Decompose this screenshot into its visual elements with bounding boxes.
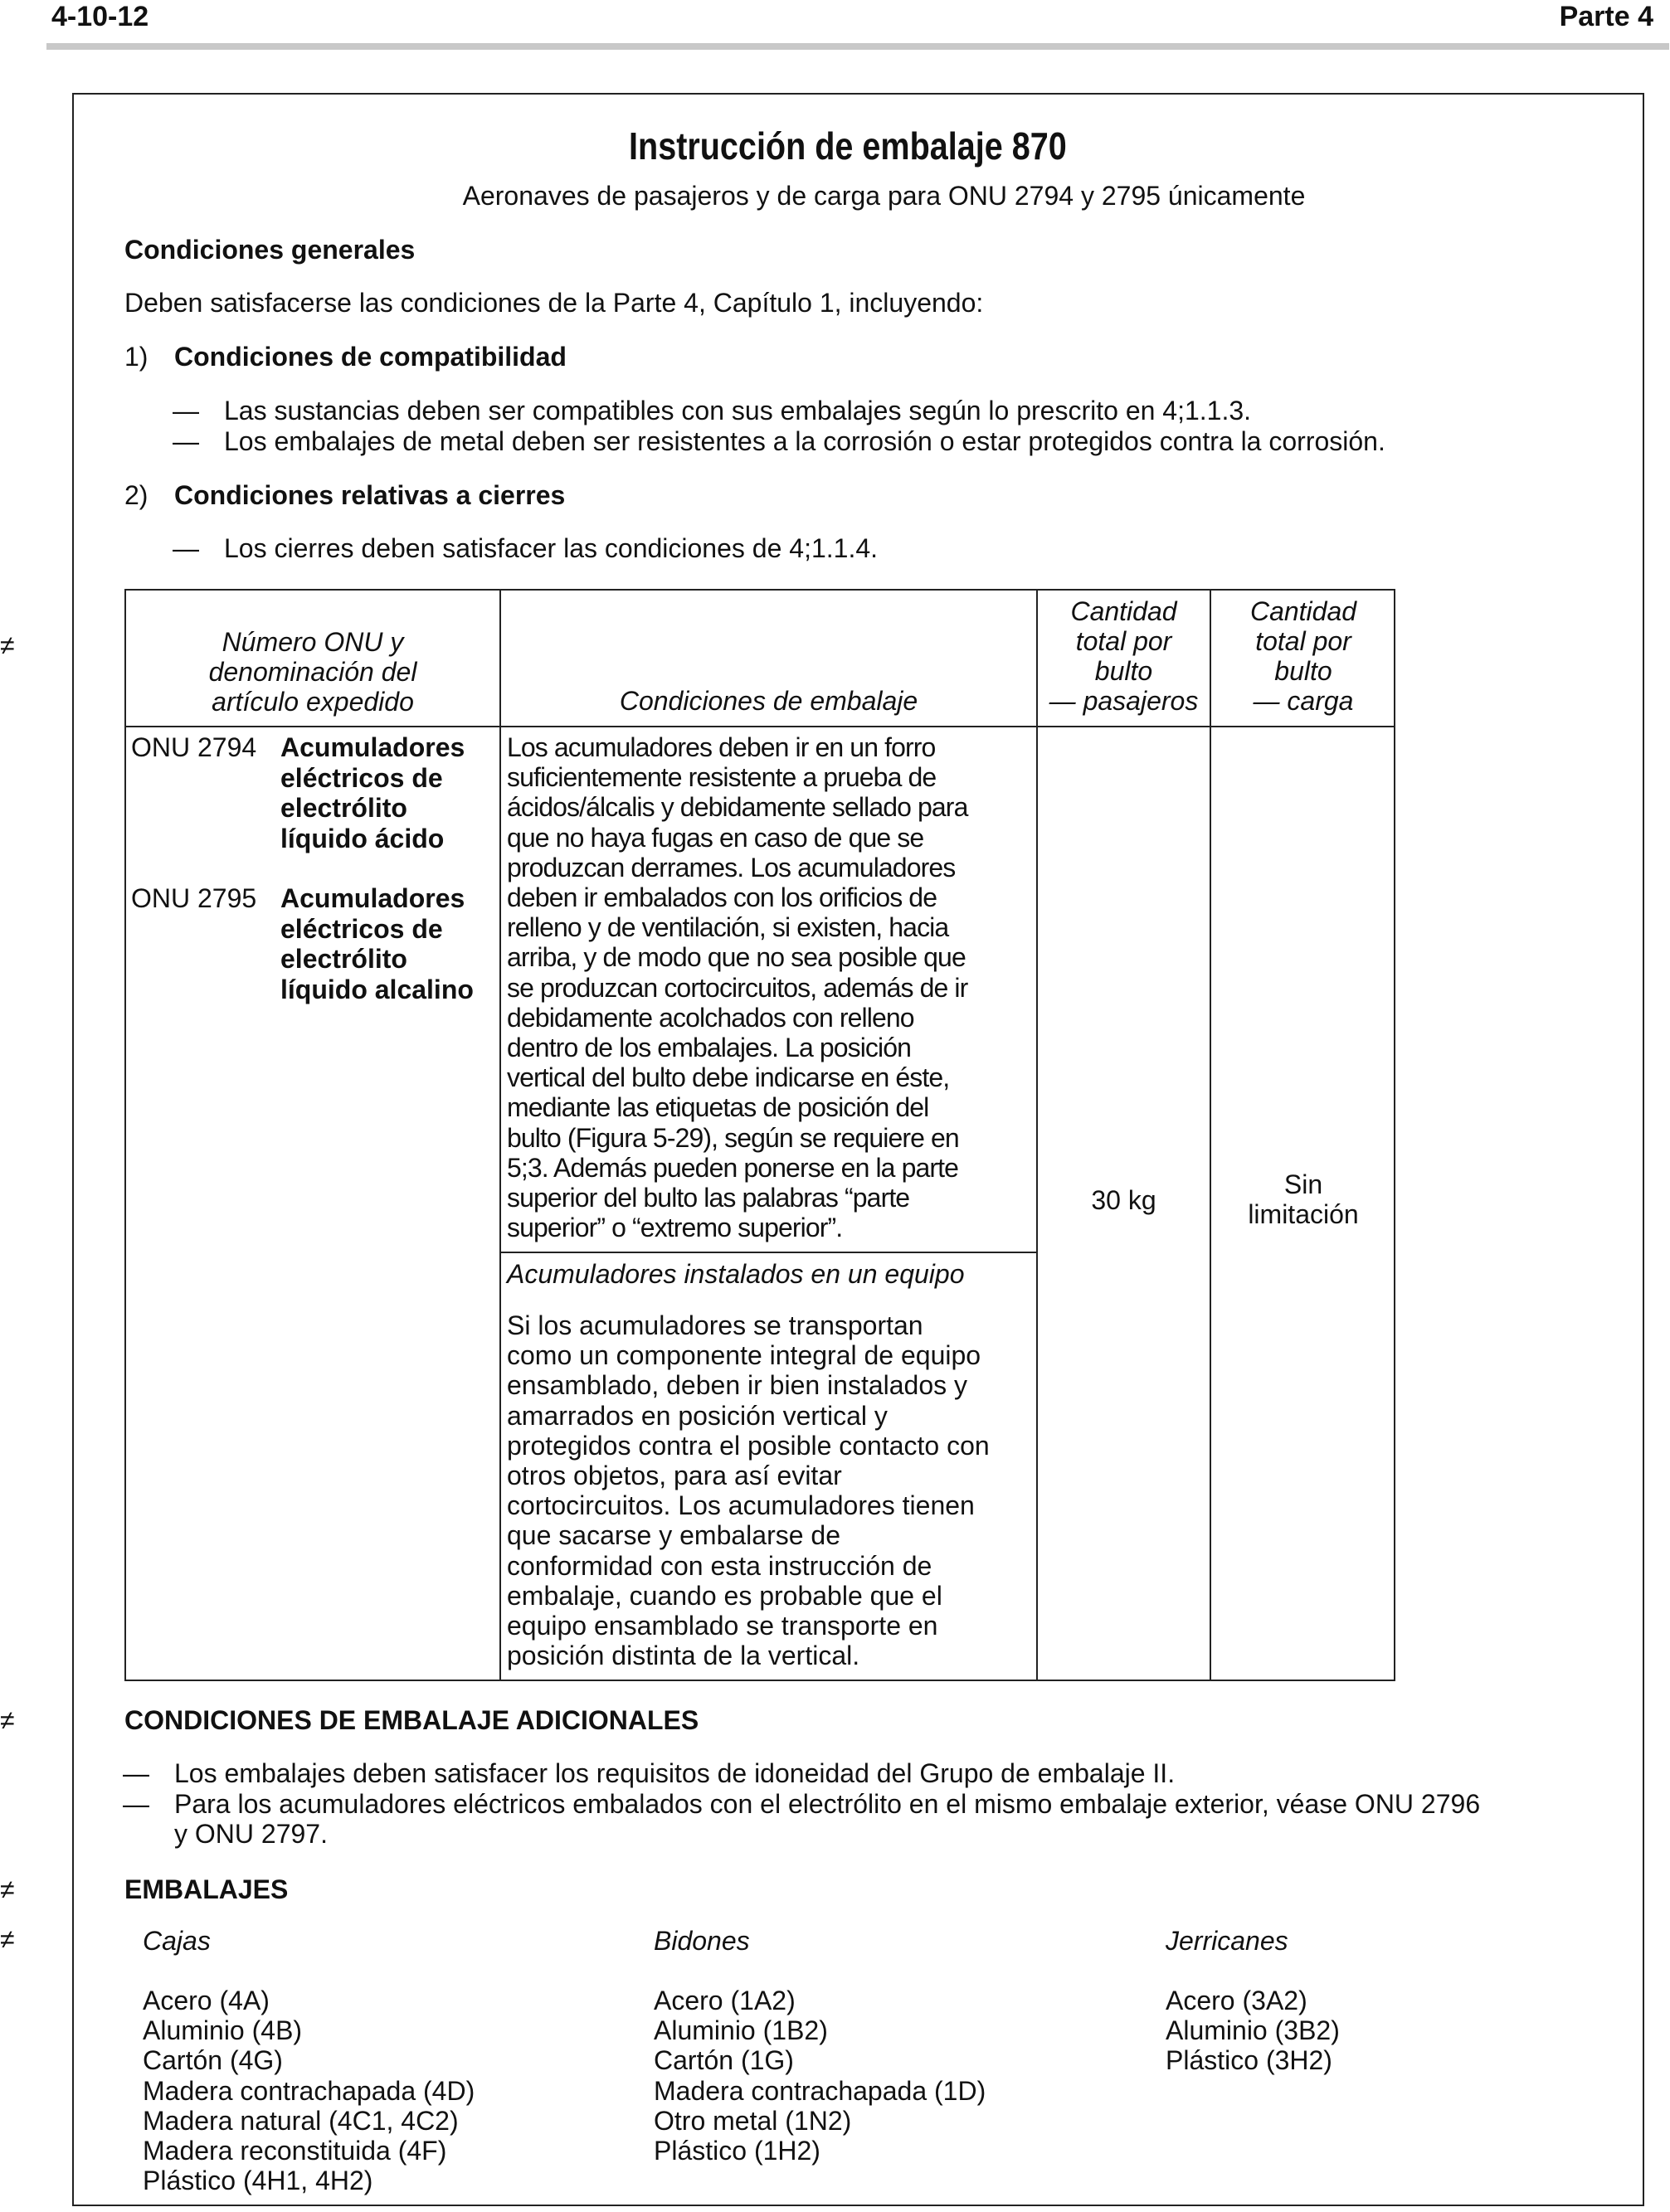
additional-bullet-2: Para los acumuladores eléctricos embalados con el electrólito en el mismo embalaje exterior, véase ONU 2796 y ONU 2797. — [174, 1789, 1481, 1849]
un-number: ONU 2795 — [131, 883, 257, 913]
part-label: Parte 4 — [1559, 1, 1653, 32]
drums-title: Bidones — [654, 1926, 750, 1956]
column-divider — [1036, 591, 1038, 1680]
boxes-title: Cajas — [143, 1926, 211, 1956]
page-subtitle: Aeronaves de pasajeros y de carga para ONU 2794 y 2795 únicamente — [462, 181, 1306, 211]
item-2-label: Condiciones relativas a cierres — [174, 480, 566, 510]
list-item: Aluminio (4B) — [143, 2015, 303, 2046]
column-divider — [499, 591, 501, 1680]
list-item: Madera natural (4C1, 4C2) — [143, 2105, 459, 2136]
change-marker: ≠ — [0, 1924, 15, 1954]
drums-list — [654, 1986, 986, 2166]
additional-heading: CONDICIONES DE EMBALAJE ADICIONALES — [124, 1705, 699, 1735]
packagings-heading: EMBALAJES — [124, 1874, 289, 1904]
bullet-dash: — — [173, 533, 199, 563]
header-cargo-quantity: Cantidad total por bulto — carga — [1249, 596, 1357, 716]
change-marker: ≠ — [0, 630, 15, 660]
packing-table — [124, 589, 1395, 1681]
bullet-dash: — — [123, 1789, 149, 1819]
list-item: Plástico (3H2) — [1166, 2045, 1332, 2076]
header-pax-quantity: Cantidad total por bulto — pasajeros — [1049, 596, 1199, 716]
header-rule — [46, 43, 1669, 50]
installed-text: Si los acumuladores se transportan como un componente integral de equipo ensamblado, deben ir bien instalados y amarrados en posición vertical y protegidos contra el posible contacto con otros objetos, para así evitar cortocircuitos. Los acumuladores tienen que sacarse y embalarse de conformidad con esta instrucción de embalaje, cuando es probable que el equipo ensamblado se transporte en posición distinta de la vertical. — [507, 1310, 990, 1671]
list-item: Acero (3A2) — [1166, 1986, 1307, 2015]
un-name: Acumuladores eléctricos de electrólito líquido alcalino — [280, 883, 474, 1004]
bullet-dash: — — [173, 396, 199, 425]
list-item: Acero (4A) — [143, 1986, 270, 2015]
jerricans-list — [1166, 1986, 1340, 2076]
additional-bullet-1: Los embalajes deben satisfacer los requisitos de idoneidad del Grupo de embalaje II. — [174, 1758, 1176, 1788]
header-divider — [126, 726, 1394, 727]
compat-bullet-1: Las sustancias deben ser compatibles con sus embalajes según lo prescrito en 4;1.1.3. — [224, 396, 1252, 425]
list-item: Madera reconstituida (4F) — [143, 2136, 447, 2166]
closure-bullet-1: Los cierres deben satisfacer las condiciones de 4;1.1.4. — [224, 533, 879, 563]
general-heading: Condiciones generales — [124, 235, 416, 265]
bullet-dash: — — [173, 426, 199, 456]
bullet-dash: — — [123, 1758, 149, 1788]
condition-divider — [499, 1252, 1036, 1253]
list-item: Aluminio (1B2) — [654, 2015, 828, 2046]
page-number: 4-10-12 — [51, 1, 149, 32]
page-title: Instrucción de embalaje 870 — [629, 124, 1067, 168]
list-item: Cartón (1G) — [654, 2045, 794, 2076]
list-item: Cartón (4G) — [143, 2045, 283, 2076]
header-un-number: Número ONU y denominación del artículo expedido — [208, 627, 417, 717]
list-item: Madera contrachapada (1D) — [654, 2075, 986, 2106]
installed-heading: Acumuladores instalados en un equipo — [507, 1259, 965, 1289]
cargo-quantity-value: Sin limitación — [1248, 1169, 1359, 1230]
list-item: Aluminio (3B2) — [1166, 2015, 1340, 2046]
general-intro: Deben satisfacerse las condiciones de la Parte 4, Capítulo 1, incluyendo: — [124, 288, 984, 318]
header-conditions: Condiciones de embalaje — [619, 686, 918, 716]
un-number: ONU 2794 — [131, 732, 257, 762]
list-item: Acero (1A2) — [654, 1986, 796, 2015]
change-marker: ≠ — [0, 1874, 15, 1904]
column-divider — [1210, 591, 1211, 1680]
item-1-label: Condiciones de compatibilidad — [174, 342, 567, 372]
list-item: Otro metal (1N2) — [654, 2105, 852, 2136]
jerricans-title: Jerricanes — [1166, 1926, 1288, 1956]
un-name: Acumuladores eléctricos de electrólito líquido ácido — [280, 732, 465, 853]
change-marker: ≠ — [0, 1705, 15, 1735]
item-2-number: 2) — [124, 480, 148, 510]
item-1-number: 1) — [124, 342, 148, 372]
list-item: Plástico (4H1, 4H2) — [143, 2166, 373, 2196]
boxes-list — [143, 1986, 475, 2195]
packing-conditions-text: Los acumuladores deben ir en un forro suficientemente resistente a prueba de ácidos/álcalis y debidamente sellado para que no haya fugas en caso de que se produzcan derrames. Los acumuladores deben ir embalados con los orificios de relleno y de ventilación, si existen, hacia arriba, y de modo que no sea posible que se produzcan cortocircuitos, además de ir debidamente acolchados con relleno dentro de los embalajes. La posición vertical del bulto debe indicarse en éste, mediante las etiquetas de posición del bulto (Figura 5-29), según se requiere en 5;3. Además pueden ponerse en la parte superior del bulto las palabras “parte superior” o “extremo superior”. — [507, 732, 968, 1243]
list-item: Madera contrachapada (4D) — [143, 2075, 475, 2106]
compat-bullet-2: Los embalajes de metal deben ser resistentes a la corrosión o estar protegidos contra la corrosión. — [224, 426, 1385, 456]
list-item: Plástico (1H2) — [654, 2136, 820, 2166]
pax-quantity-value: 30 kg — [1091, 1185, 1156, 1215]
